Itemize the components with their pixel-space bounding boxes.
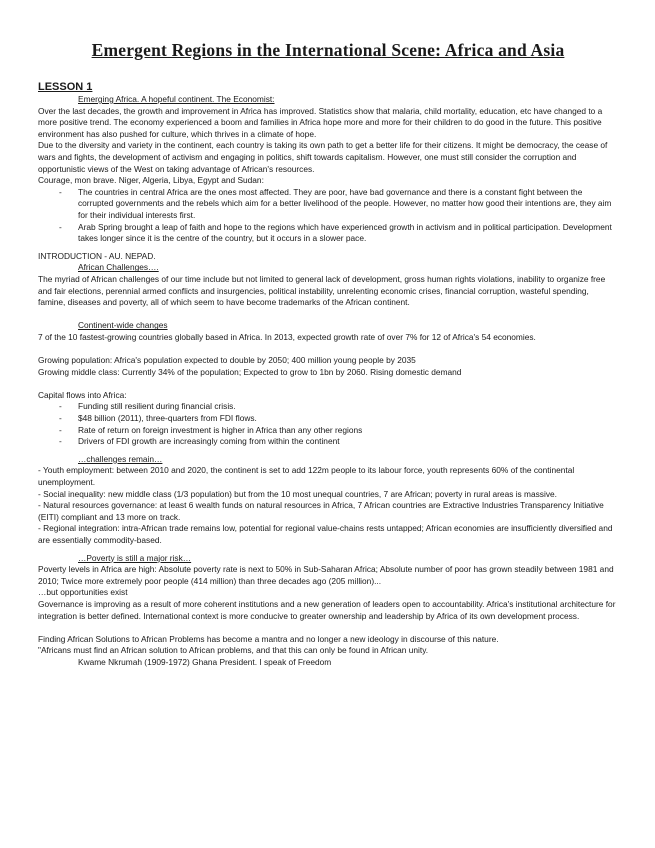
paragraph: 7 of the 10 fastest-growing countries globally based in Africa. In 2013, expected growth rate of over 7% for 12 of Africa's 54 economies. [38, 331, 536, 342]
paragraph: - Natural resources governance: at least 6 wealth funds on natural resources in Africa, 7 African countries are Extractive Industries Transparency Initiative (EITI) compliant and 13 more on track. [38, 500, 604, 522]
section-heading-continent-changes: Continent-wide changes [78, 320, 168, 331]
list-item: - Rate of return on foreign investment is higher in Africa than any other regions [38, 425, 618, 437]
list-item: - The countries in central Africa are the ones most affected. They are poor, have bad governance and there is a constant fight between the corrupted governments and the rebels which aim for a better livelihood of the people. However, no matter how good their intentions are, they aim for their individual interests first. [38, 187, 618, 222]
paragraph: Governance is improving as a result of more coherent institutions and a new generation of leaders open to accountability. Africa's institutional architecture for integration is better defined. International context is more conducive to greater ownership and leadership by Africa of its own development process. [38, 598, 616, 621]
paragraph: The myriad of African challenges of our time include but not limited to general lack of development, gross human rights violations, inability to organize free and fair elections, perennial armed conflicts and insurgencies, political instability, unrelenting economic crises, financial corruption, wasteful spending, famine, diseases and poverty, all of which seem to have become trademarks of the African continent. [38, 273, 606, 308]
paragraph: Growing population: Africa's population expected to double by 2050; 400 million young people by 2035 [38, 355, 416, 366]
paragraph: Growing middle class: Currently 34% of the population; Expected to grow to 1bn by 2060. Rising domestic demand [38, 366, 462, 377]
paragraph: - Social inequality: new middle class (1/3 population) but from the 10 most unequal countries, 7 are African; poverty in rural areas is massive. [38, 488, 557, 499]
paragraph: - Regional integration: intra-African trade remains low, potential for regional value-chains rests untapped; African economies are insufficiently diversified and are essentially commodity-based. [38, 523, 613, 545]
section-heading-emerging-africa: Emerging Africa. A hopeful continent. The Economist: [78, 94, 275, 104]
list-item: - Arab Spring brought a leap of faith and hope to the regions which have experienced growth in activism and in political participation. Development takes longer since it is the centre of the country, but it occurs in a slower pace. [38, 222, 618, 245]
quote-attribution: Kwame Nkrumah (1909-1972) Ghana President. I speak of Freedom [78, 656, 332, 667]
document-page [38, 40, 618, 669]
paragraph: Finding African Solutions to African Problems has become a mantra and no longer a new ideology in discourse of this nature. [38, 633, 499, 644]
paragraph: …but opportunities exist [38, 587, 128, 598]
introduction-heading: INTRODUCTION - AU. NEPAD. [38, 250, 156, 261]
section-heading-challenges-remain: …challenges remain… [78, 453, 163, 464]
section-heading-poverty-risk: …Poverty is still a major risk… [78, 552, 192, 563]
list-item: - Drivers of FDI growth are increasingly coming from within the continent [38, 436, 618, 448]
lesson-heading: LESSON 1 [38, 81, 93, 93]
paragraph: Poverty levels in Africa are high: Absolute poverty rate is next to 50% in Sub-Saharan Africa; Absolute number of poor has grown steadily between 1981 and 2010; Twice more extremely poor people (414 million) than three decades ago (205 million)... [38, 564, 614, 586]
list-item: - Funding still resilient during financial crisis. [38, 401, 618, 413]
list-item: - $48 billion (2011), three-quarters from FDI flows. [38, 413, 618, 425]
document-title: Emergent Regions in the International Scene: Africa and Asia [91, 40, 565, 60]
paragraph: Over the last decades, the growth and improvement in Africa has improved. Statistics show that malaria, child mortality, education, etc have changed to a more positive trend. The economy experienced a boom and families in Africa hope more and more for their children to do good in the future. This positive environment has also pushed for culture, which thrives in a climate of hope. [38, 105, 603, 139]
bullet-list [38, 401, 618, 447]
paragraph: Capital flows into Africa: [38, 389, 127, 400]
section-heading-african-challenges: African Challenges…. [78, 262, 159, 273]
paragraph: Due to the diversity and variety in the continent, each country is taking its own path to get a better life for their citizens. It might be democracy, the cease of wars and fights, the development of activism and engaging in politics, shift towards capitalism. However, one must still consider the corruption and opportunistic views of the West on taking advantage of African's resources. [38, 140, 608, 174]
bullet-list [38, 187, 618, 245]
quote: "Africans must find an African solution to African problems, and that this can only be found in African unity. [38, 645, 429, 656]
paragraph: Courage, mon brave. Niger, Algeria, Libya, Egypt and Sudan: [38, 175, 264, 186]
paragraph: - Youth employment: between 2010 and 2020, the continent is set to add 122m people to its labour force, youth represents 60% of the continental unemployment. [38, 465, 575, 487]
